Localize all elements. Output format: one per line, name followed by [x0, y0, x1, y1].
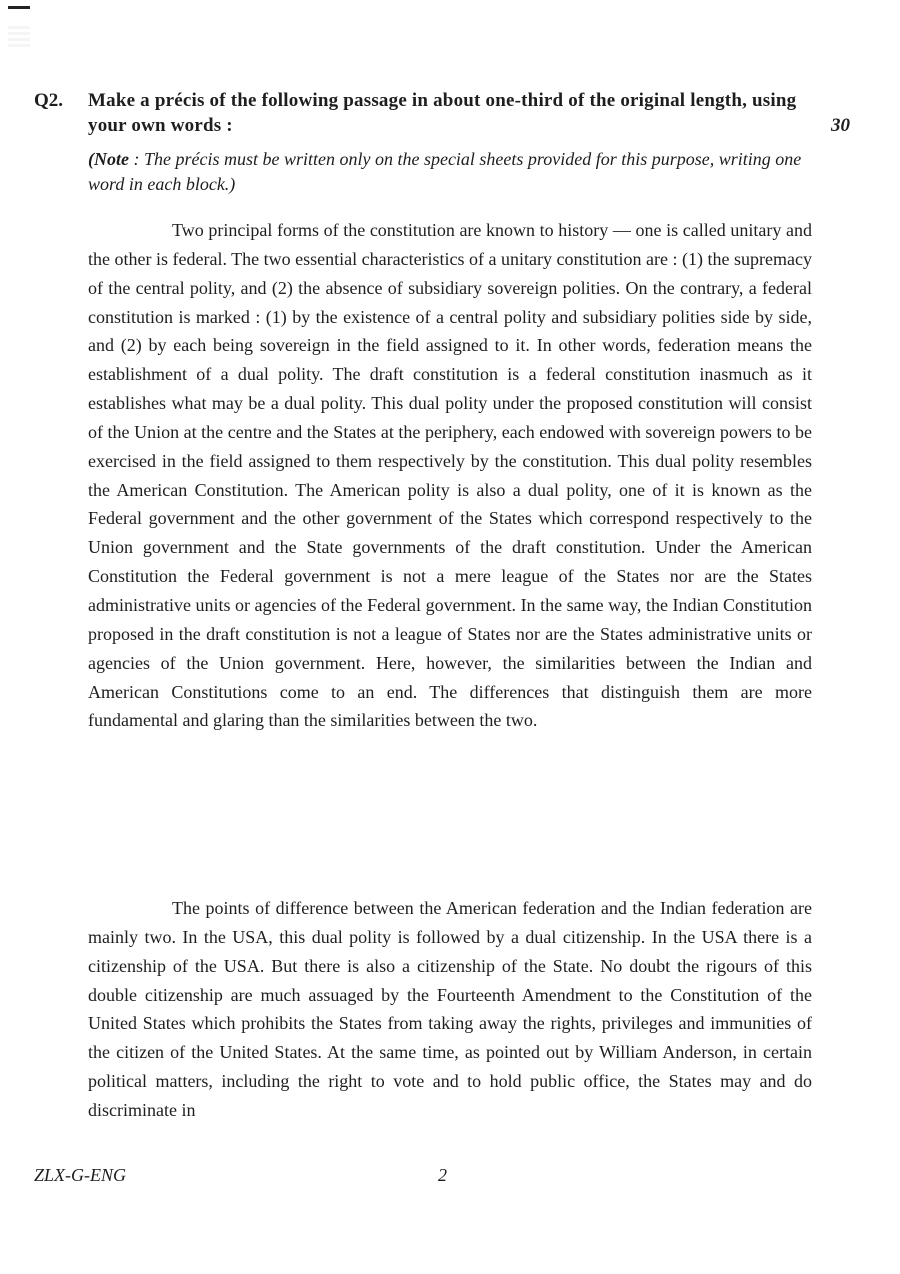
page-number: 2 — [438, 1165, 447, 1185]
passage-paragraph-1: Two principal forms of the constitution are known to history — one is called unitary and the other is federal. The two essential characteristics of a unitary constitution are : (1) the supremacy of the central polity, and (2) the absence of subsidiary sovereign polities. On the contrary, a federal constitution is marked : (1) by the existence of a central polity and subsidiary polities side by side, and (2) by each being sovereign in the field assigned to it. In other words, federation means the establishment of a dual polity. The draft constitution is a federal constitution inasmuch as it establishes what may be a dual polity. This dual polity under the proposed constitution will consist of the Union at the centre and the States at the periphery, each endowed with sovereign powers to be exercised in the field assigned to them respectively by the constitution. This dual polity resembles the American Constitution. The American polity is also a dual polity, one of it is known as the Federal government and the other government of the States which correspond respectively to the Union government and the State governments of the draft constitution. Under the American Constitution the Federal government is not a mere league of the States nor are the States administrative units or agencies of the Federal government. In the same way, the Indian Constitution proposed in the draft constitution is not a league of States nor are the States administrative units or agencies of the Union government. Here, however, the similarities between the Indian and American Constitutions come to an end. The differences that distinguish them are more fundamental and glaring than the similarities between the two. — [88, 220, 812, 731]
paper-code: ZLX-G-ENG — [34, 1165, 127, 1185]
corner-mark — [8, 6, 30, 9]
passage-paragraph-2: The points of difference between the American federation and the Indian federation are mainly two. In the USA, this dual polity is followed by a dual citizenship. In the USA there is a citizenship of the USA. But there is also a citizenship of the State. No doubt the rigours of this double citizenship are much assuaged by the Fourteenth Amendment to the Constitution of the United States which prohibits the States from taking away the rights, privileges and immunities of the citizen of the United States. At the same time, as pointed out by William Anderson, in certain political matters, including the right to vote and to hold public office, the States may and do discriminate in — [88, 898, 812, 1120]
note-label: (Note — [88, 149, 129, 169]
precis-note — [88, 147, 816, 197]
question-number: Q2. — [34, 90, 64, 111]
question-text: Make a précis of the following passage in about one-third of the original length, using your own words : — [88, 90, 797, 136]
note-text: : The précis must be written only on the special sheets provided for this purpose, writing one word in each block.) — [88, 149, 802, 194]
scan-artifact — [8, 26, 30, 48]
question-marks: 30 — [831, 115, 850, 136]
